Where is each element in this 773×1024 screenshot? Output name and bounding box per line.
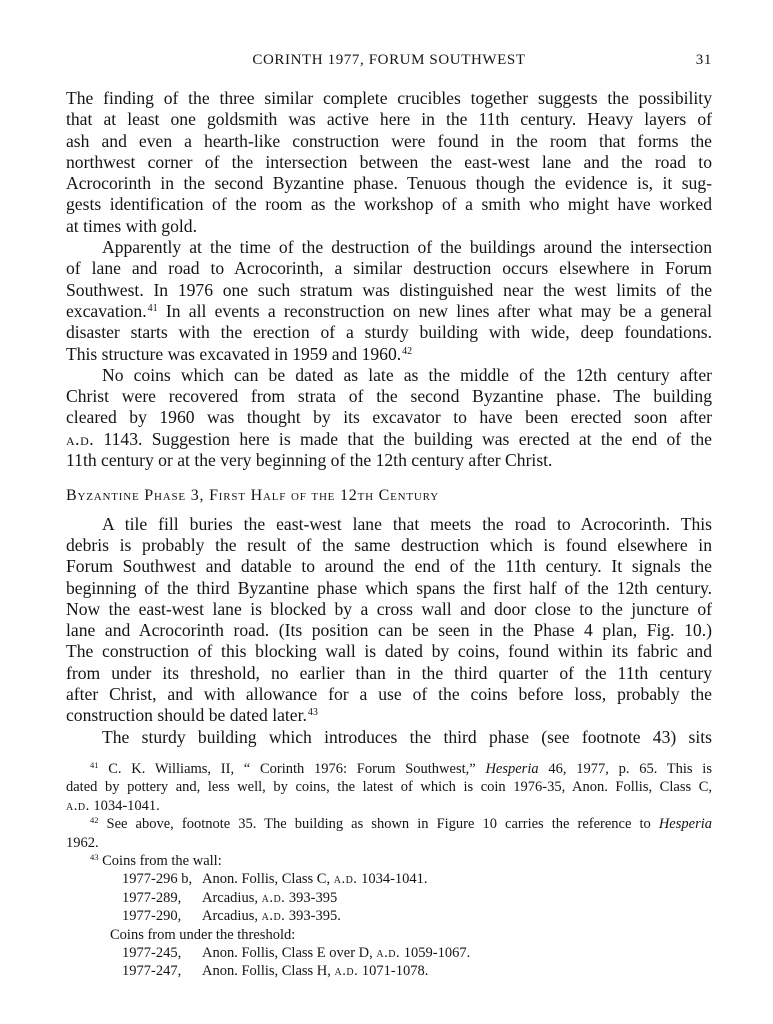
coin-date: 1059-1067. [400, 944, 471, 961]
coin-desc: Anon. Follis, Class H, [202, 963, 335, 980]
page-number: 31 [695, 52, 712, 68]
coin-id: 1977-247, [122, 963, 182, 980]
text-line: disaster starts with the erection of a sturdy building with wide, deep foundations. [66, 322, 712, 343]
text-line: Southwest. In 1976 one such stratum was distinguished near the west limits of the [66, 279, 712, 300]
footnote-ref-41: 41 [147, 302, 158, 314]
text-line: 11th century or at the very beginning of the 12th century after Christ. [66, 450, 553, 471]
footnote-line [66, 760, 712, 778]
footnote-41 [66, 760, 712, 815]
text-line: Now the east-west lane is blocked by a cross wall and door close to the juncture of [66, 598, 712, 619]
footnote-line: Coins from under the threshold: [110, 926, 296, 943]
running-title: CORINTH 1977, FORUM SOUTHWEST [252, 52, 526, 68]
journal-title: Hesperia [658, 816, 712, 833]
coin-desc: Anon. Follis, Class E over D, [202, 944, 377, 961]
text-run: construction should be dated later. [66, 705, 307, 726]
coin-date: 1034-1041. [357, 871, 428, 888]
footnote-43 [66, 852, 712, 981]
footnote-number: 42 [90, 815, 99, 826]
coin-date: 1071-1078. [358, 963, 429, 980]
coin-id: 1977-290, [122, 908, 182, 925]
section-heading: Byzantine Phase 3, First Half of the 12th Century [66, 487, 439, 505]
footnote-ref-42: 42 [402, 345, 413, 357]
footnote-42 [66, 815, 712, 852]
text-run: In all events a reconstruction on new lines after what may be a general [157, 300, 712, 321]
text-line: Christ were recovered from strata of the second Byzantine phase. The building [66, 386, 712, 407]
text-line: A tile fill buries the east-west lane that meets the road to Acrocorinth. This [102, 513, 712, 534]
journal-title: Hesperia [485, 761, 539, 777]
text-line: Acrocorinth in the second Byzantine phase. Tenuous though the evidence is, it sug- [66, 173, 712, 194]
text-run: This structure was excavated in 1959 and 1960. [66, 343, 402, 364]
footnote-number: 43 [90, 851, 99, 862]
text-line: of lane and road to Acrocorinth, a similar destruction occurs elsewhere in Forum [66, 258, 712, 279]
era-abbreviation: a.d. [334, 963, 359, 980]
era-abbreviation: a.d. [376, 944, 401, 961]
coin-id: 1977-289, [122, 889, 182, 906]
paragraph-5 [66, 727, 712, 748]
text-run: 1143. Suggestion here is made that the building was erected at the end of the [94, 428, 712, 449]
text-line: northwest corner of the intersection between the east-west lane and the road to [66, 151, 712, 172]
body-text [66, 88, 712, 748]
text-line: gests identification of the room as the workshop of a smith who might have worked [66, 194, 712, 215]
text-line: The sturdy building which introduces the third phase (see footnote 43) sits [102, 726, 712, 747]
text-line [66, 301, 712, 322]
text-run: excavation. [66, 300, 147, 321]
coin-desc: Arcadius, [202, 889, 262, 906]
footnote-line [66, 797, 712, 815]
text-line [66, 705, 712, 726]
coin-entry [66, 944, 712, 962]
coin-desc: Anon. Follis, Class C, [202, 871, 334, 888]
text-line: ash and even a hearth-like construction were found in the room that forms the [66, 130, 712, 151]
text-line: from under its threshold, no earlier than in the third quarter of the 11th century [66, 662, 712, 683]
text-run: See above, footnote 35. The building as shown in Figure 10 carries the reference to [98, 816, 659, 833]
footnote-line: dated by pottery and, less well, by coins, the latest of which is coin 1976-35, Anon. Follis, Class C, [66, 779, 712, 796]
text-line [66, 429, 712, 450]
paragraph-3 [66, 365, 712, 471]
text-run: 1034-1041. [89, 797, 160, 814]
era-abbreviation: a.d. [333, 871, 358, 888]
text-line: cleared by 1960 was thought by its excavator to have been erected soon after [66, 407, 712, 428]
coin-desc: Arcadius, [202, 908, 262, 925]
coin-date: 393-395 [285, 889, 338, 906]
text-run: 46, 1977, p. 65. This is [538, 761, 712, 777]
coin-entry [66, 870, 712, 888]
era-abbreviation: a.d. [261, 908, 286, 925]
footnote-ref-43: 43 [307, 707, 318, 719]
text-line: No coins which can be dated as late as the middle of the 12th century after [102, 364, 712, 385]
paragraph-1 [66, 88, 712, 237]
text-line: The construction of this blocking wall is dated by coins, found within its fabric and [66, 641, 712, 662]
era-abbreviation: a.d. [66, 797, 90, 814]
text-line: that at least one goldsmith was active here in the 11th century. Heavy layers of [66, 109, 712, 130]
text-run: C. K. Williams, II, “ Corinth 1976: Forum Southwest,” [98, 761, 486, 777]
era-abbreviation: a.d. [66, 428, 95, 449]
text-line: The finding of the three similar complete crucibles together suggests the possibility [66, 88, 712, 108]
paragraph-2 [66, 237, 712, 365]
era-abbreviation: a.d. [261, 889, 286, 906]
text-line: at times with gold. [66, 215, 197, 236]
paragraph-4 [66, 514, 712, 727]
text-run: Coins from the wall: [98, 852, 222, 869]
footnote-line [66, 815, 712, 833]
coin-entry [66, 962, 712, 980]
text-line: Apparently at the time of the destruction of the buildings around the intersection [102, 237, 712, 258]
footnote-line: 1962. [66, 834, 99, 851]
coin-id: 1977-296 b, [122, 871, 193, 888]
coin-id: 1977-245, [122, 944, 182, 961]
coin-entry [66, 889, 712, 907]
coin-date: 393-395. [285, 908, 341, 925]
text-line: beginning of the third Byzantine phase which spans the first half of the 12th century. [66, 577, 712, 598]
footnote-number: 41 [90, 760, 99, 770]
text-line: Forum Southwest and datable to around the end of the 11th century. It signals the [66, 556, 712, 577]
text-line: after Christ, and with allowance for a use of the coins before loss, probably the [66, 684, 712, 705]
footnote-line [66, 852, 712, 870]
text-line: debris is probably the result of the same destruction which is found elsewhere in [66, 534, 712, 555]
footnotes [66, 760, 712, 981]
running-head [66, 52, 712, 74]
coin-entry [66, 907, 712, 925]
text-line [66, 344, 712, 365]
text-line: lane and Acrocorinth road. (Its position can be seen in the Phase 4 plan, Fig. 10.) [66, 620, 712, 641]
